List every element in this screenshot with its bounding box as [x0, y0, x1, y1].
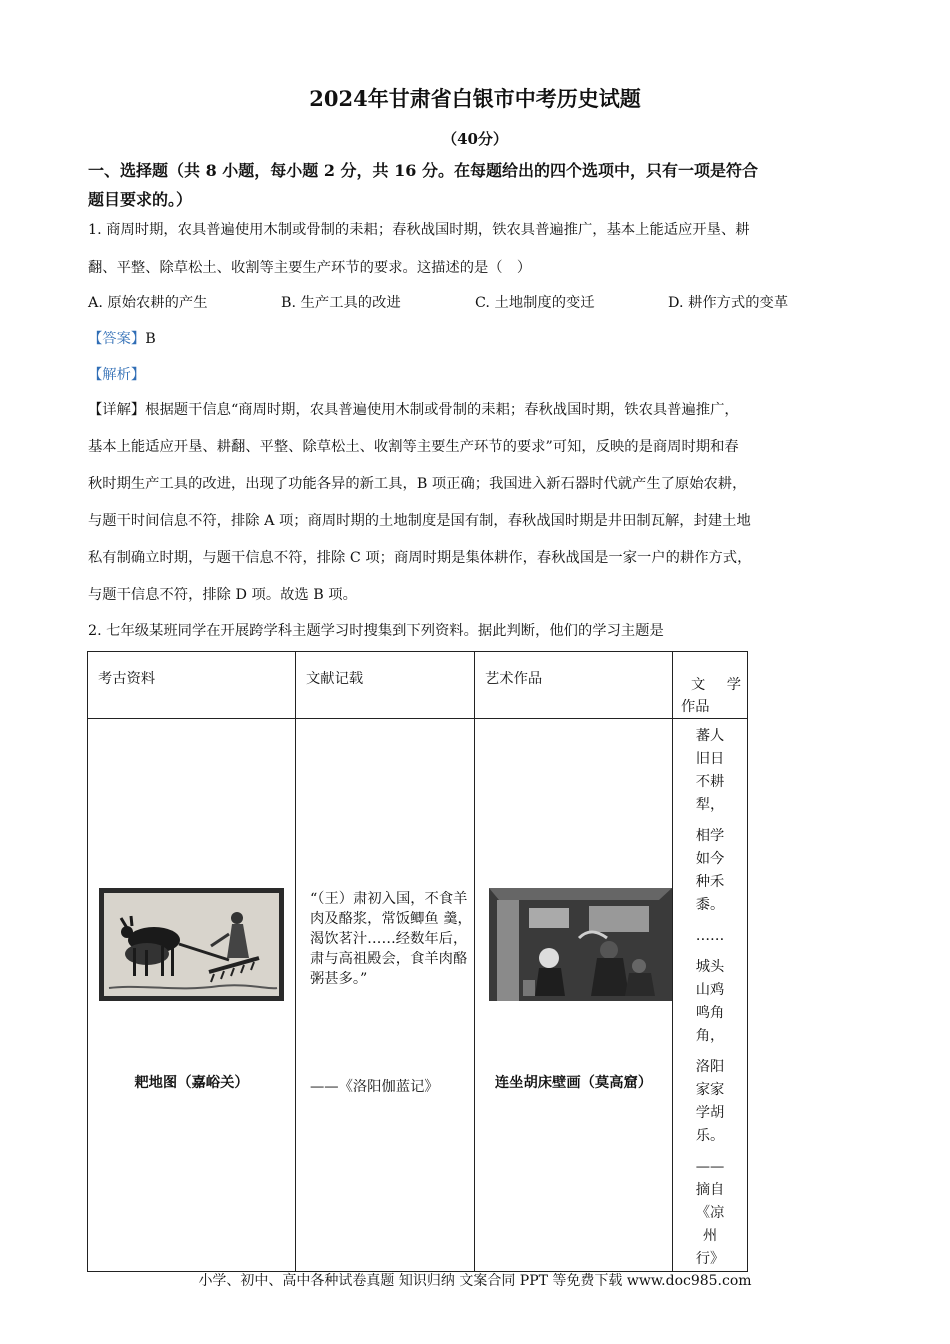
q1-option-b: B. 生产工具的改进: [281, 295, 401, 311]
caption-harrowing: 耙地图（嘉峪关）: [134, 1075, 249, 1091]
section-heading-line2: 题目要求的。）: [88, 190, 193, 209]
poem-line: 不耕: [695, 774, 725, 790]
poem-line: 行》: [695, 1251, 725, 1267]
section-heading: [88, 156, 868, 214]
poem-line: 相学: [695, 828, 725, 844]
poem-line: 角，: [695, 1028, 725, 1044]
q1-option-a: A. 原始农耕的产生: [88, 295, 208, 311]
poem-line: 如今: [695, 851, 725, 867]
poem-line: 州: [702, 1228, 718, 1244]
poem-line: 犁，: [695, 797, 725, 813]
artwork-cell: [475, 719, 673, 1272]
caption-mogao: 连坐胡床壁画（莫高窟）: [494, 1075, 653, 1091]
page-footer: 小学、初中、高中各种试卷真题 知识归纳 文案合同 PPT 等免费下载 www.doc985.com: [198, 1273, 752, 1289]
poem-line: 学胡: [695, 1105, 725, 1121]
answer-label: 【答案】: [88, 331, 146, 347]
header-archaeology: 考古资料: [88, 652, 296, 719]
detail-line: 与题干时间信息不符，排除 A 项；商周时期的土地制度是国有制，春秋战国时期是井田制瓦解，封建土地: [88, 513, 751, 529]
poem-line: 种禾: [695, 874, 725, 890]
poem-line: 摘自: [695, 1182, 725, 1198]
q1-option-c: C. 土地制度的变迁: [475, 295, 595, 311]
materials-table: [87, 651, 748, 1272]
detail-line: 秋时期生产工具的改进，出现了功能各异的新工具，B 项正确；我国进入新石器时代就产生了原始农耕，: [88, 476, 747, 492]
detail-line: 基本上能适应开垦、耕翻、平整、除草松土、收割等主要生产环节的要求”可知，反映的是商周时期和春: [88, 439, 739, 455]
poem-line: 黍。: [695, 897, 725, 913]
poem-line: 《凉: [695, 1205, 725, 1221]
q1-stem-line2: 翻、平整、除草松土、收割等主要生产环节的要求。这描述的是（ ）: [88, 260, 532, 276]
detail-line: 【详解】根据题干信息“商周时期，农具普遍使用木制或骨制的耒耜；春秋战国时期，铁农具普遍推广，: [88, 402, 739, 418]
poem-line: 蕃人: [695, 728, 725, 744]
poem-line: 山鸡: [695, 982, 725, 998]
page-title: 2024年甘肃省白银市中考历史试题: [309, 86, 641, 111]
literature-cell: [673, 719, 748, 1272]
luoyang-quote: “（王）肃初入国，不食羊肉及酪浆，常饭鲫鱼 羹，渴饮茗汁……经数年后，肃与高祖殿会，食羊肉酪粥甚多。”: [310, 891, 472, 987]
documents-cell: [296, 719, 475, 1272]
detail-line: 与题干信息不符，排除 D 项。故选 B 项。: [88, 587, 357, 603]
answer-value: B: [145, 331, 156, 347]
harrowing-mural-image: [99, 888, 284, 1001]
q1-option-d: D. 耕作方式的变革: [668, 295, 789, 311]
total-score: （40分）: [442, 130, 508, 148]
poem-line: 城头: [695, 959, 725, 975]
mogao-mural-image: [489, 888, 672, 1001]
quote-source: ——《洛阳伽蓝记》: [310, 1079, 439, 1095]
q1-stem-line1: 1. 商周时期，农具普遍使用木制或骨制的耒耜；春秋战国时期，铁农具普遍推广，基本上能适应开垦、耕: [88, 222, 750, 238]
poem-line: ……: [695, 928, 725, 944]
poem-line: ——: [695, 1159, 725, 1175]
poem-line: 乐。: [695, 1128, 725, 1144]
poem-line: 家家: [695, 1082, 725, 1098]
analysis-label: 【解析】: [88, 367, 146, 383]
detail-line: 私有制确立时期，与题干信息不符，排除 C 项；商周时期是集体耕作，春秋战国是一家一户的耕作方式，: [88, 550, 752, 566]
q1-answer: [88, 328, 156, 348]
header-documents: 文献记载: [296, 652, 475, 719]
section-heading-line1: 一、选择题（共 8 小题，每小题 2 分，共 16 分。在每题给出的四个选项中，只有一项是符合: [88, 161, 758, 180]
poem-line: 鸣角: [695, 1005, 725, 1021]
header-artwork: 艺术作品: [475, 652, 673, 719]
q2-stem: 2. 七年级某班同学在开展跨学科主题学习时搜集到下列资料。据此判断，他们的学习主题是: [88, 623, 664, 639]
liangzhou-poem: [690, 719, 730, 1271]
archaeology-cell: [88, 719, 296, 1272]
header-literature: 文 学 作品: [673, 652, 748, 719]
poem-line: 洛阳: [695, 1059, 725, 1075]
poem-line: 旧日: [695, 751, 725, 767]
